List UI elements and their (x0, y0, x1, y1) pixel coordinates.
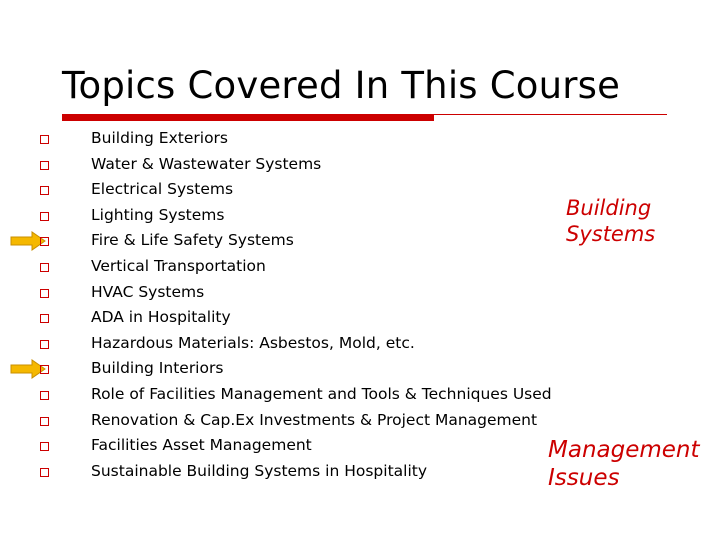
building-systems-line1: Building (566, 196, 652, 220)
hollow-square-icon (40, 212, 49, 221)
list-item-label: • Lighting Systems (91, 205, 225, 224)
list-item-label: • Role of Facilities Management and Tools & Techniques Used (91, 384, 552, 403)
list-item-label: • Facilities Asset Management (91, 436, 312, 455)
management-issues-label (548, 436, 700, 492)
hollow-square-icon (40, 314, 49, 323)
hollow-square-icon (40, 365, 49, 374)
list-item (0, 152, 720, 178)
building-systems-label (566, 195, 655, 247)
list-item-label: • Vertical Transportation (91, 256, 266, 275)
hollow-square-icon (40, 135, 49, 144)
list-item (0, 408, 720, 434)
topic-list (0, 126, 720, 484)
list-item (0, 126, 720, 152)
list-item (0, 254, 720, 280)
hollow-square-icon (40, 289, 49, 298)
hollow-square-icon (40, 417, 49, 426)
list-item-label: • Sustainable Building Systems in Hospitality (91, 461, 428, 480)
hollow-square-icon (40, 186, 49, 195)
hollow-square-icon (40, 263, 49, 272)
list-item-label: • Renovation & Cap.Ex Investments & Project Management (91, 410, 538, 429)
title-underline-line (434, 114, 667, 115)
list-item-label: • Hazardous Materials: Asbestos, Mold, etc. (91, 333, 415, 352)
hollow-square-icon (40, 468, 49, 477)
title-underline-bar (62, 114, 434, 121)
list-item-label: • Electrical Systems (91, 180, 234, 199)
list-item-label: • Building Interiors (91, 359, 224, 378)
list-item (0, 356, 720, 382)
building-systems-line2: Systems (566, 222, 656, 246)
list-item-label: • ADA in Hospitality (91, 308, 231, 327)
list-item (0, 280, 720, 306)
slide-title: Topics Covered In This Course (62, 64, 621, 107)
hollow-square-icon (40, 391, 49, 400)
hollow-square-icon (40, 442, 49, 451)
hollow-square-icon (40, 161, 49, 170)
list-item (0, 305, 720, 331)
management-issues-line2: Issues (548, 465, 620, 491)
list-item-label: • Building Exteriors (91, 129, 228, 147)
list-item-label: • Water & Wastewater Systems (91, 154, 322, 173)
list-item-label: • HVAC Systems (91, 282, 205, 301)
hollow-square-icon (40, 340, 49, 349)
list-item (0, 331, 720, 357)
hollow-square-icon (40, 237, 49, 246)
list-item-label: • Fire & Life Safety Systems (91, 231, 294, 250)
list-item (0, 382, 720, 408)
management-issues-line1: Management (548, 437, 700, 463)
